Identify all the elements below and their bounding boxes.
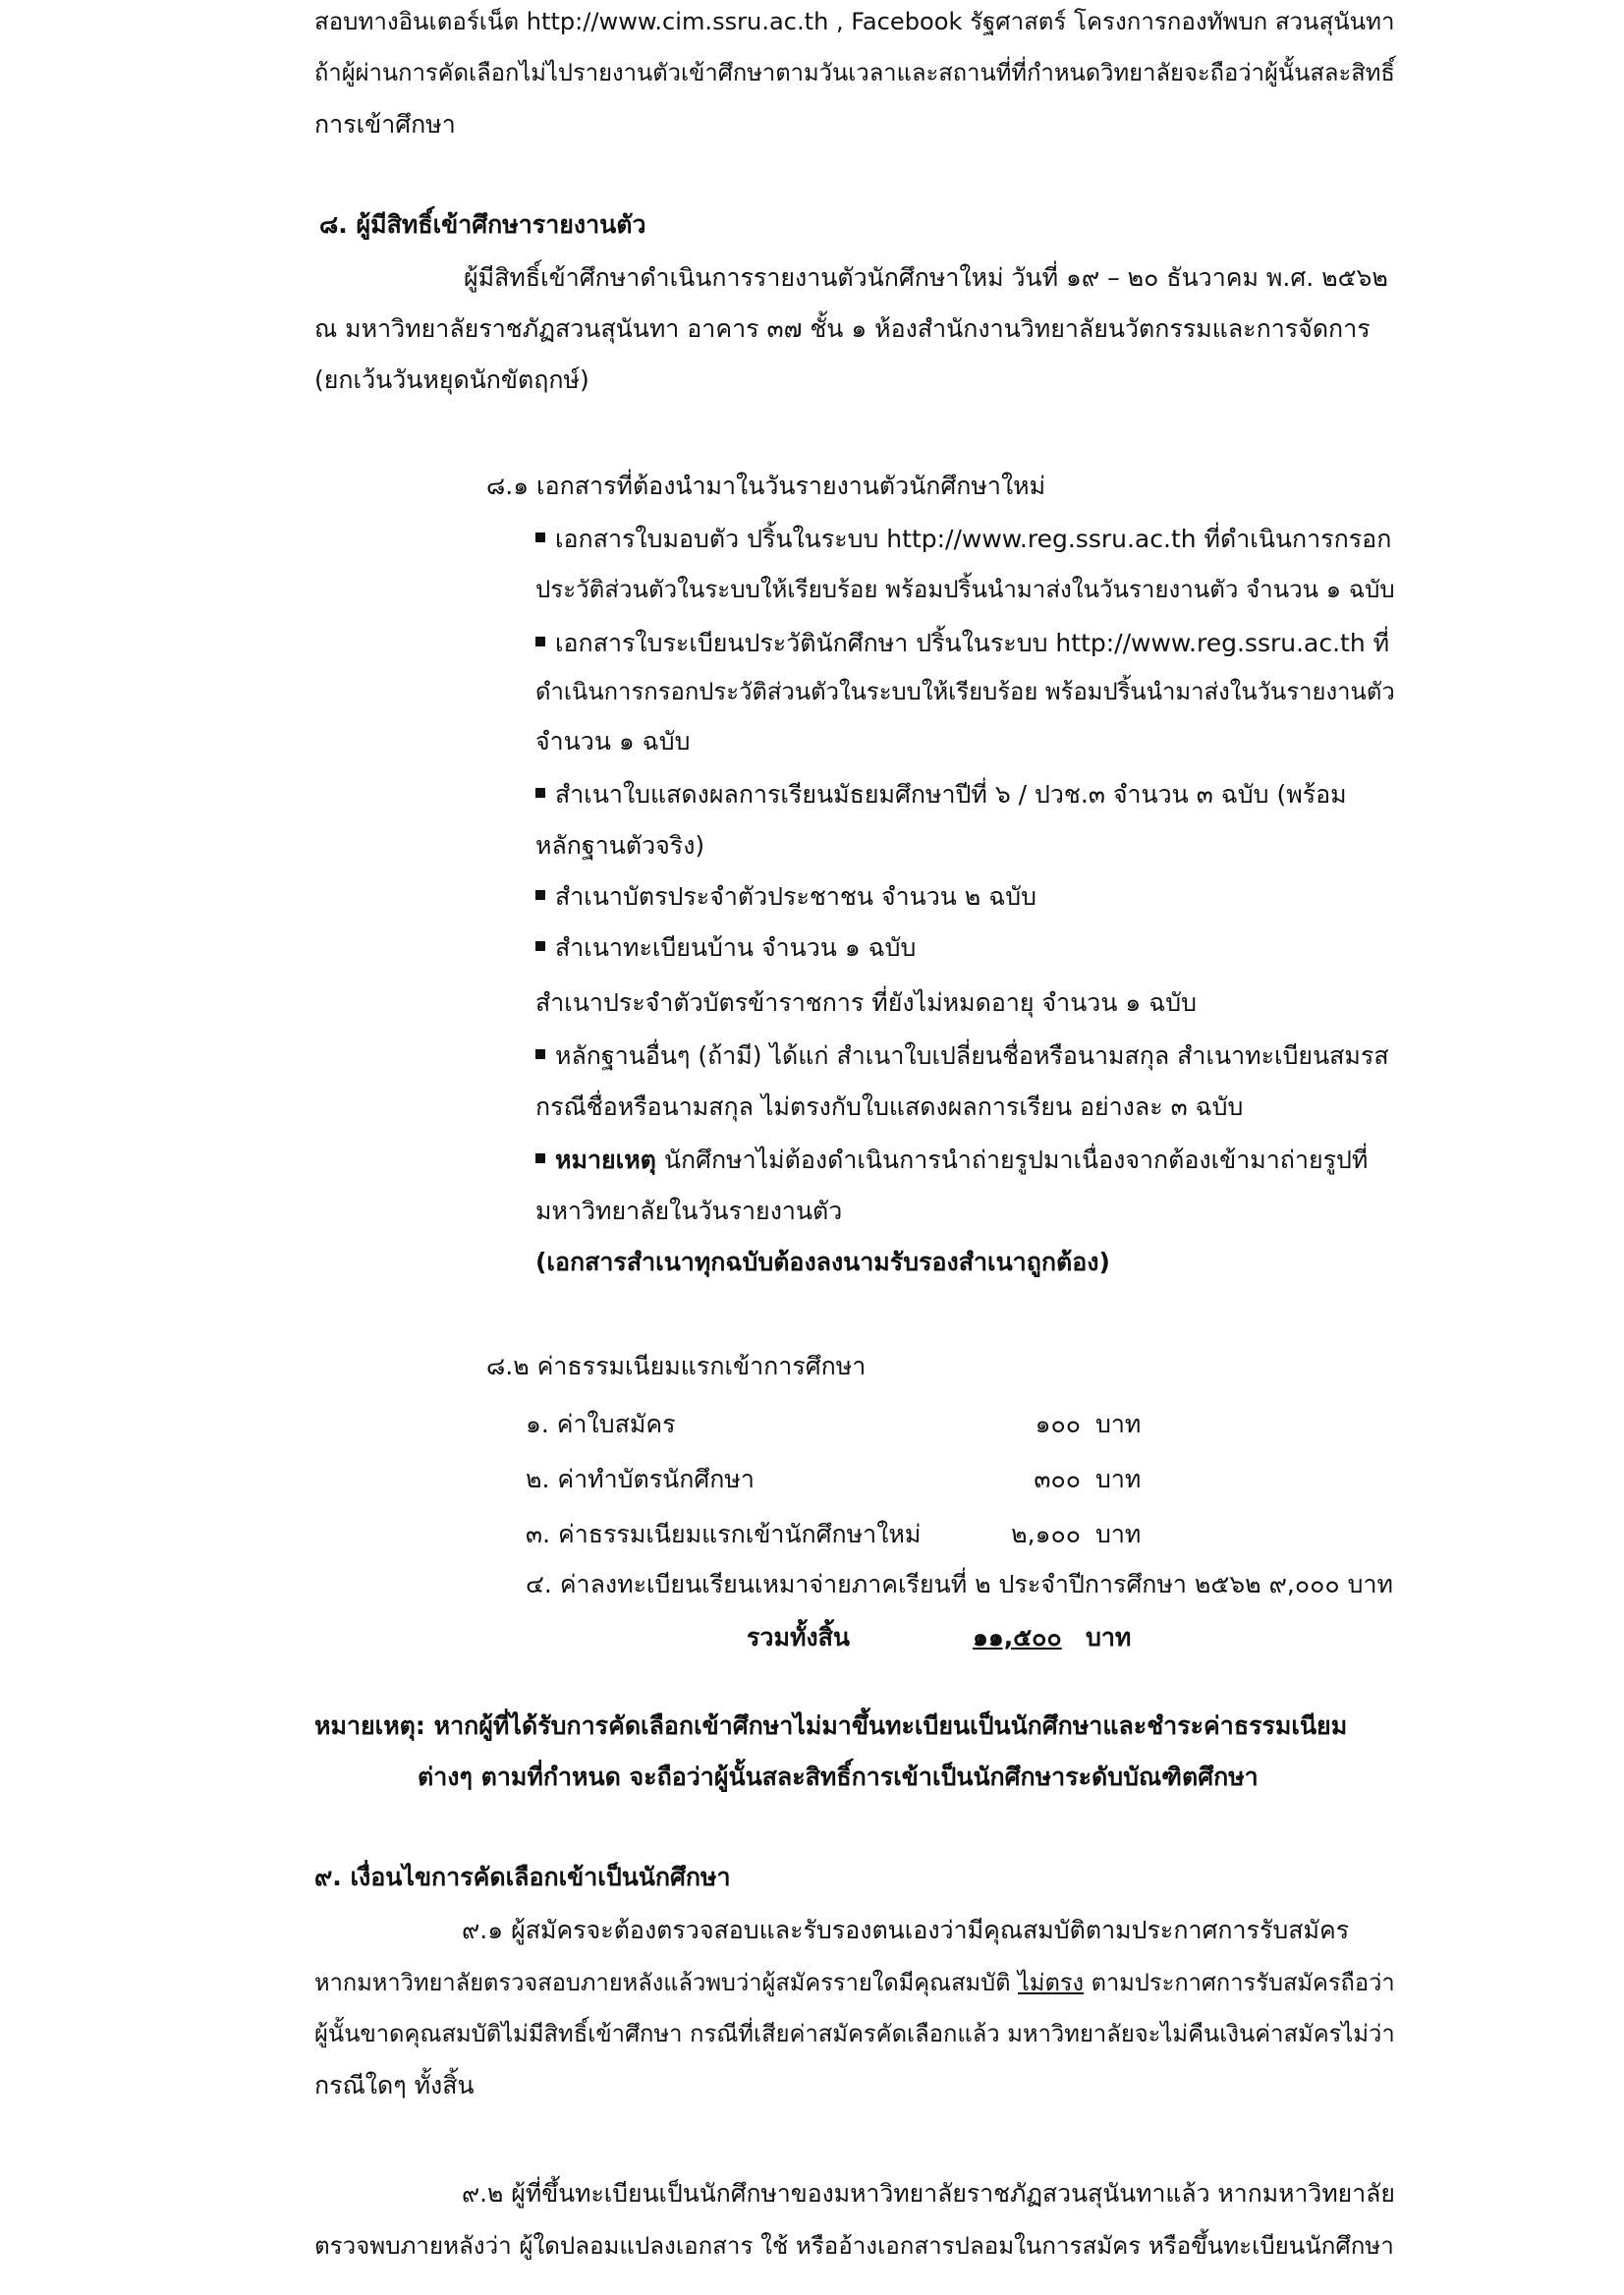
section-9-2-line-1: ๙.๒ ผู้ที่ขึ้นทะเบียนเป็นนักศึกษาของมหาวิทยาลัยราชภัฏสวนสุนันทาแล้ว หากมหาวิทยาลัย	[462, 2179, 1395, 2208]
doc-item-1-text: เอกสารใบมอบตัว ปริ้นในระบบ http://www.reg.ssru.ac.th ที่ดำเนินการกรอก	[555, 525, 1392, 553]
section-9-1-line-4: กรณีใดๆ ทั้งสิ้น	[314, 2071, 475, 2099]
note-line-1	[535, 1146, 1368, 1175]
doc-item-6: สำเนาประจำตัวบัตรข้าราชการ ที่ยังไม่หมดอายุ จำนวน ๑ ฉบับ	[535, 988, 1197, 1017]
doc-item-2	[535, 629, 1389, 658]
doc-item-1-cont: ประวัติส่วนตัวในระบบให้เรียบร้อย พร้อมปริ้นนำมาส่งในวันรายงานตัว จำนวน ๑ ฉบับ	[535, 576, 1395, 603]
bullet-icon	[535, 1049, 545, 1059]
fee-total-amount: ๑๑,๕๐๐	[973, 1623, 1062, 1651]
section-8-1-heading: ๘.๑ เอกสารที่ต้องนำมาในวันรายงานตัวนักศึกษาใหม่	[486, 472, 1046, 500]
bullet-icon	[535, 532, 545, 542]
section-9-2-line-2: ตรวจพบภายหลังว่า ผู้ใดปลอมแปลงเอกสาร ใช้ หรืออ้างเอกสารปลอมในการสมัคร หรือขึ้นทะเบียนนักศึกษา	[314, 2232, 1394, 2260]
section-9-heading: ๙. เงื่อนไขการคัดเลือกเข้าเป็นนักศึกษา	[314, 1863, 731, 1891]
section-8-para-3: (ยกเว้นวันหยุดนักขัตฤกษ์)	[314, 365, 589, 394]
note-line-3: (เอกสารสำเนาทุกฉบับต้องลงนามรับรองสำเนาถูกต้อง)	[535, 1248, 1110, 1276]
bullet-icon	[535, 1153, 545, 1163]
note-label: หมายเหตุ	[555, 1146, 656, 1174]
intro-line-3: การเข้าศึกษา	[314, 110, 456, 139]
section-8-para-2: ณ มหาวิทยาลัยราชภัฏสวนสุนันทา อาคาร ๓๗ ชั้น ๑ ห้องสำนักงานวิทยาลัยนวัตกรรมและการจัดการ	[314, 314, 1371, 343]
section-8-para-1: ผู้มีสิทธิ์เข้าศึกษาดำเนินการรายงานตัวนักศึกษาใหม่ วันที่ ๑๙ – ๒๐ ธันวาคม พ.ศ. ๒๕๖๒	[464, 263, 1388, 292]
bullet-icon	[535, 637, 545, 646]
fee-3-amount: ๒,๑๐๐	[1011, 1520, 1081, 1548]
fee-4-line: ๔. ค่าลงทะเบียนเรียนเหมาจ่ายภาคเรียนที่ ๒ ประจำปีการศึกษา ๒๕๖๒ ๙,๐๐๐ บาท	[526, 1570, 1393, 1598]
section-8-2-heading: ๘.๒ ค่าธรรมเนียมแรกเข้าการศึกษา	[486, 1352, 867, 1380]
bullet-icon	[535, 788, 545, 798]
doc-item-7-text: หลักฐานอื่นๆ (ถ้ามี) ได้แก่ สำเนาใบเปลี่ยนชื่อหรือนามสกุล สำเนาทะเบียนสมรส	[555, 1041, 1389, 1070]
remark-line-1: หมายเหตุ: หากผู้ที่ได้รับการคัดเลือกเข้าศึกษาไม่มาขึ้นทะเบียนเป็นนักศึกษาและชำระค่าธรรมเนียม	[314, 1711, 1348, 1740]
fee-3-unit: บาท	[1095, 1520, 1142, 1548]
bullet-icon	[535, 941, 545, 951]
section-9-1-line-2	[314, 1969, 1395, 1996]
doc-item-4	[535, 882, 1036, 912]
doc-item-3	[535, 780, 1347, 810]
section-9-1-line-3: ผู้นั้นขาดคุณสมบัติไม่มีสิทธิ์เข้าศึกษา กรณีที่เสียค่าสมัครคัดเลือกแล้ว มหาวิทยาลัยจะไม่คืนเงินค่าสมัครไม่ว่า	[314, 2020, 1395, 2047]
doc-item-4-text: สำเนาบัตรประจำตัวประชาชน จำนวน ๒ ฉบับ	[555, 882, 1036, 911]
doc-item-5	[535, 933, 916, 963]
doc-item-2-cont-2: จำนวน ๑ ฉบับ	[535, 727, 691, 756]
fee-2-amount: ๓๐๐	[1034, 1465, 1081, 1493]
fee-1-unit: บาท	[1095, 1410, 1142, 1438]
fee-total-label: รวมทั้งสิ้น	[747, 1623, 850, 1651]
fee-1-name: ๑. ค่าใบสมัคร	[526, 1410, 676, 1438]
fee-1-amount: ๑๐๐	[1035, 1410, 1081, 1438]
section-9-1-text-a: หากมหาวิทยาลัยตรวจสอบภายหลังแล้วพบว่าผู้สมัครรายใดมีคุณสมบัติ	[314, 1969, 1018, 1996]
intro-line-1: สอบทางอินเตอร์เน็ต http://www.cim.ssru.ac.th , Facebook รัฐศาสตร์ โครงการกองทัพบก สวนสุนันทา	[314, 8, 1395, 35]
section-9-1-text-b: ตามประกาศการรับสมัครถือว่า	[1084, 1969, 1395, 1996]
doc-item-2-text: เอกสารใบระเบียนประวัตินักศึกษา ปริ้นในระบบ http://www.reg.ssru.ac.th ที่	[555, 629, 1390, 657]
bullet-icon	[535, 890, 545, 900]
note-text: นักศึกษาไม่ต้องดำเนินการนำถ่ายรูปมาเนื่องจากต้องเข้ามาถ่ายรูปที่	[655, 1146, 1369, 1174]
doc-item-7-cont: กรณีชื่อหรือนามสกุล ไม่ตรงกับใบแสดงผลการเรียน อย่างละ ๓ ฉบับ	[535, 1092, 1244, 1121]
section-9-1-line-1: ๙.๑ ผู้สมัครจะต้องตรวจสอบและรับรองตนเองว่ามีคุณสมบัติตามประกาศการรับสมัคร	[462, 1916, 1350, 1944]
doc-item-1	[535, 525, 1391, 554]
doc-item-3-cont: หลักฐานตัวจริง)	[535, 831, 705, 860]
fee-2-unit: บาท	[1095, 1465, 1142, 1493]
note-line-2: มหาวิทยาลัยในวันรายงานตัว	[535, 1197, 843, 1225]
doc-item-5-text: สำเนาทะเบียนบ้าน จำนวน ๑ ฉบับ	[555, 933, 917, 962]
section-9-1-underlined: ไม่ตรง	[1018, 1969, 1085, 1996]
fee-3-name: ๓. ค่าธรรมเนียมแรกเข้านักศึกษาใหม่	[526, 1520, 922, 1548]
doc-item-2-cont-1: ดำเนินการกรอกประวัติส่วนตัวในระบบให้เรียบร้อย พร้อมปริ้นนำมาส่งในวันรายงานตัว	[535, 678, 1395, 705]
remark-line-2: ต่างๆ ตามที่กำหนด จะถือว่าผู้นั้นสละสิทธิ์การเข้าเป็นนักศึกษาระดับบัณฑิตศึกษา	[418, 1763, 1259, 1791]
fee-2-name: ๒. ค่าทำบัตรนักศึกษา	[526, 1465, 755, 1493]
doc-item-3-text: สำเนาใบแสดงผลการเรียนมัธยมศึกษาปีที่ ๖ / ปวช.๓ จำนวน ๓ ฉบับ (พร้อม	[555, 780, 1347, 809]
section-8-heading: ๘. ผู้มีสิทธิ์เข้าศึกษารายงานตัว	[319, 210, 646, 239]
doc-item-7	[535, 1041, 1389, 1071]
intro-line-2: ถ้าผู้ผ่านการคัดเลือกไม่ไปรายงานตัวเข้าศึกษาตามวันเวลาและสถานที่ที่กำหนดวิทยาลัยจะถือว่าผู้นั้นสละสิทธิ์	[314, 59, 1395, 86]
fee-total-unit: บาท	[1086, 1623, 1132, 1651]
